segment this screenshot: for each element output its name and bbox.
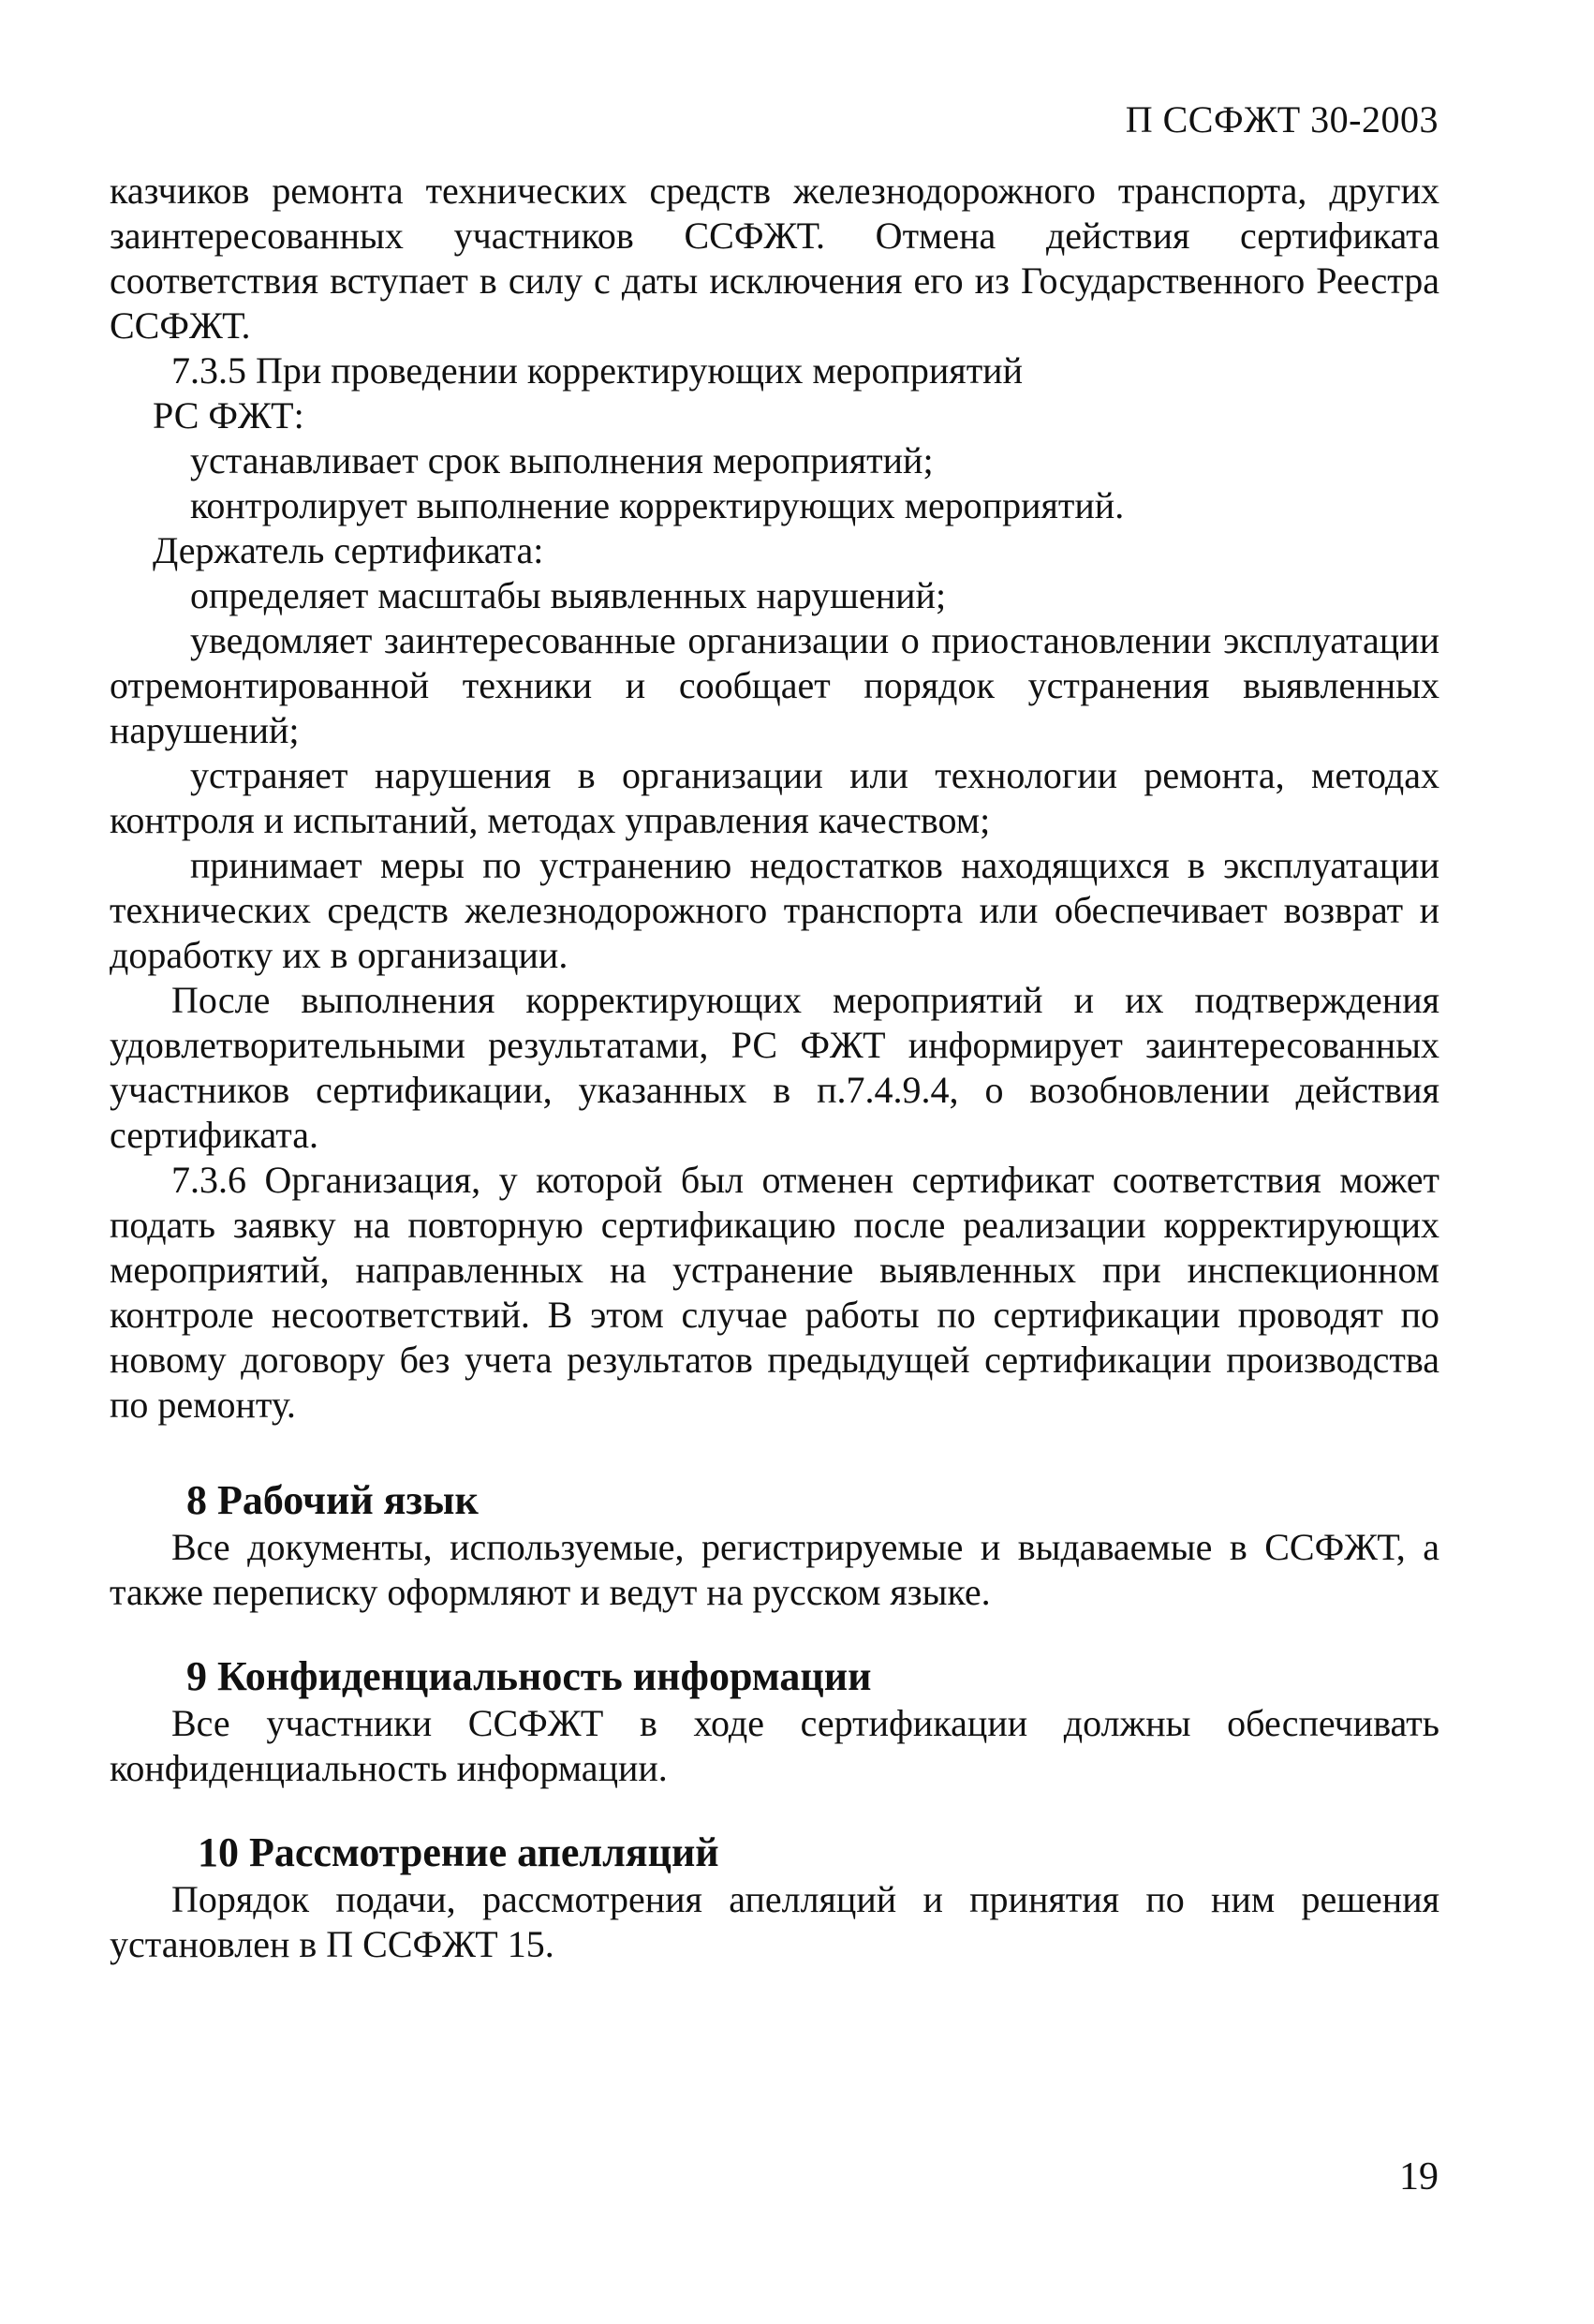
list-item: контролирует выполнение корректирующих мероприятий. xyxy=(190,484,1125,526)
list-item: уведомляет заинтересованные организации о приостановлении эксплуатации отремонтированной техники и сообщает порядок устранения выявленных нарушений; xyxy=(110,619,1439,751)
section-10-title: 10 Рассмотрение апелляций xyxy=(198,1829,719,1875)
actor-certificate-holder: Держатель сертификата: xyxy=(153,529,544,571)
list-item: определяет масштабы выявленных нарушений; xyxy=(190,574,947,616)
clause-7-3-5: 7.3.5 При проведении корректирующих мероприятий xyxy=(171,349,1023,392)
section-9-text: Все участники ССФЖТ в ходе сертификации должны обеспечивать конфиденциальность информации. xyxy=(110,1702,1439,1789)
actor-rs-fzht: РС ФЖТ: xyxy=(153,394,304,437)
page-number: 19 xyxy=(1399,2155,1439,2198)
clause-7-3-6: 7.3.6 Организация, у которой был отменен сертификат соответствия может подать заявку на повторную сертификацию после реализации корректирующих мероприятий, направленных на устранение выявленных при инспекционном контроле несоответствий. В этом случае работы по сертификации проводят по новому договору без учета результатов предыдущей сертификации производства по ремонту. xyxy=(110,1159,1439,1426)
list-item: принимает меры по устранению недостатков находящихся в эксплуатации технических средств железнодорожного транспорта или обеспечивает возврат и доработку их в организации. xyxy=(110,844,1439,976)
section-8-text: Все документы, используемые, регистрируемые и выдаваемые в ССФЖТ, а также переписку оформляют и ведут на русском языке. xyxy=(110,1526,1439,1613)
paragraph-cancellation: казчиков ремонта технических средств железнодорожного транспорта, других заинтересованных участников ССФЖТ. Отмена действия сертификата соответствия вступает в силу с даты исключения его из Государственного Реестра ССФЖТ. xyxy=(110,170,1439,347)
section-9-title: 9 Конфиденциальность информации xyxy=(186,1653,872,1699)
document-code-header: П ССФЖТ 30-2003 xyxy=(1125,98,1439,141)
section-10-text: Порядок подачи, рассмотрения апелляций и принятия по ним решения установлен в П ССФЖТ 15. xyxy=(110,1878,1439,1965)
page-content xyxy=(110,169,1439,1967)
paragraph-resumption: После выполнения корректирующих мероприятий и их подтверждения удовлетворительными результатами, РС ФЖТ информирует заинтересованных участников сертификации, указанных в п.7.4.9.4, о возобновлении действия сертификата. xyxy=(110,979,1439,1156)
section-8-title: 8 Рабочий язык xyxy=(186,1477,479,1523)
list-item: устанавливает срок выполнения мероприятий; xyxy=(190,439,934,481)
list-item: устраняет нарушения в организации или технологии ремонта, методах контроля и испытаний, методах управления качеством; xyxy=(110,754,1439,841)
